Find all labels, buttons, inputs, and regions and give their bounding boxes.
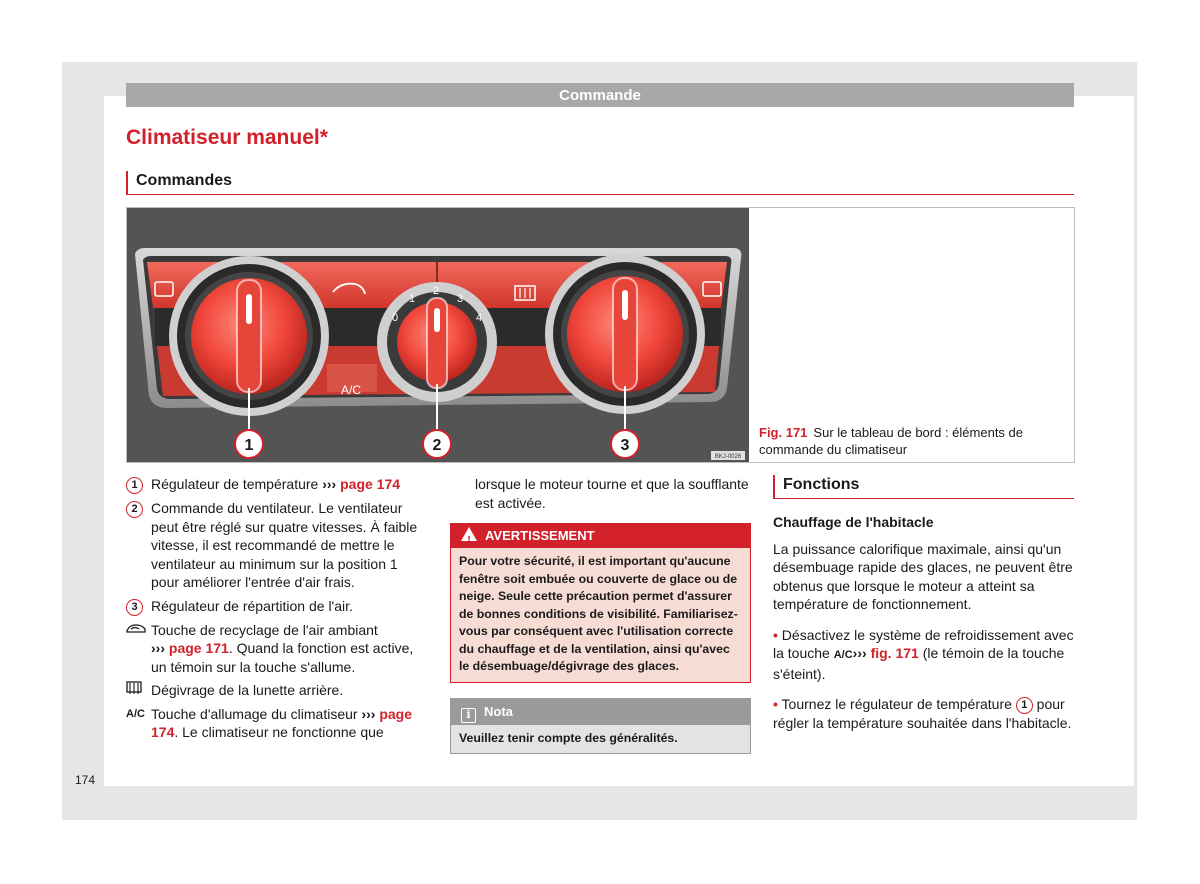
warning-box (450, 523, 751, 683)
rear-defrost-icon (126, 681, 142, 695)
fan-label-4: 4 (476, 312, 483, 324)
recirculation-icon (126, 623, 146, 635)
page-link[interactable]: page 174 (340, 476, 401, 492)
list-item: 1 Régulateur de température ››› page 174 (126, 475, 424, 494)
ref-arrow-icon: ››› (361, 705, 376, 722)
column-right (773, 475, 1074, 733)
column-left (126, 475, 424, 747)
figure-code: BKJ-0026 (714, 454, 742, 460)
figure-number: Fig. 171 (759, 425, 808, 440)
bullet-item: • Tournez le régulateur de température 1 pour régler la température souhaitée dans l'habitacle. (773, 696, 1072, 731)
figure-caption-text: Sur le tableau de bord : éléments de commande du climatiseur (759, 425, 1024, 457)
fan-label-3: 3 (457, 293, 464, 305)
bullet-icon: • (773, 626, 778, 643)
list-item: 3 Régulateur de répartition de l'air. (126, 597, 424, 616)
climate-control-photo (127, 208, 749, 462)
figure-caption (759, 424, 1064, 458)
bullet-icon: • (773, 696, 778, 712)
section-header: Commande (126, 83, 1074, 107)
heating-subheading: Chauffage de l'habitacle (773, 514, 934, 530)
fan-label-1: 1 (409, 293, 416, 305)
list-item: A/C Touche d'allumage du climatiseur ››› page 174. Le climatiseur ne fonctionne que (126, 705, 413, 740)
item-number: 2 (126, 501, 143, 518)
heating-paragraph: La puissance calorifique maximale, ainsi qu'un désembuage rapide des glaces, ne peuvent être obtenus que lorsque le moteur a atteint sa température de fonctionnement. (773, 540, 1073, 612)
continuation-text: lorsque le moteur tourne et que la soufflante est activée. (475, 476, 749, 511)
callout-3: 3 (620, 437, 630, 454)
bullet-item: • Désactivez le système de refroidissement avec la touche A/C››› fig. 171 (le témoin de la touche s'éteint). (773, 626, 1074, 682)
ac-label: A/C (341, 383, 362, 397)
ref-arrow-icon: ››› (852, 645, 867, 661)
note-label: Nota (484, 703, 513, 719)
info-icon: i (461, 708, 476, 723)
item-number: 1 (126, 477, 143, 494)
list-item: Touche de recyclage de l'air ambiant ››› page 171. Quand la fonction est active, un témoin sur la touche s'allume. (126, 621, 424, 677)
ref-arrow-icon: ››› (322, 476, 337, 492)
callout-1: 1 (244, 437, 254, 454)
functions-heading: Fonctions (773, 475, 1074, 499)
item-number: 1 (1016, 697, 1033, 714)
fan-label-0: 0 (392, 312, 399, 324)
callout-2: 2 (432, 437, 442, 454)
page-title: Climatiseur manuel* (126, 126, 328, 149)
warning-icon: ! (461, 527, 477, 541)
note-box (450, 698, 751, 755)
section-subtitle: Commandes (126, 171, 1074, 195)
item-number: 3 (126, 599, 143, 616)
ac-key-label: A/C (126, 707, 145, 720)
fan-label-2: 2 (433, 285, 440, 297)
column-middle (450, 475, 751, 754)
ref-arrow-icon: ››› (151, 640, 165, 656)
warning-text: Pour votre sécurité, il est important qu'aucune fenêtre soit embuée ou couverte de glace ou de neige. Seule cette précaution permet d'assurer de bonnes conditions de visibilité. Familiarisez-vous par conséquent avec l'utilisation correcte du chauffage et de la ventilation, ainsi qu'avec le désembuage/dégivrage des glaces. (459, 554, 738, 673)
page-number: 174 (75, 773, 96, 787)
warning-label: AVERTISSEMENT (485, 528, 595, 543)
page-link[interactable]: page 174 (151, 705, 413, 740)
note-text: Veuillez tenir compte des généralités. (459, 730, 678, 745)
ac-key-label: A/C (833, 649, 853, 661)
list-item: Dégivrage de la lunette arrière. (126, 681, 424, 700)
page-link[interactable]: page 171 (168, 640, 229, 656)
fig-link[interactable]: fig. 171 (870, 645, 919, 661)
list-item: 2 Commande du ventilateur. Le ventilateur peut être réglé sur quatre vitesses. À faible vitesse, il est recommandé de mettre le ventilateur au minimum sur la position 1 pour améliorer l'entrée d'air frais. (126, 499, 424, 592)
